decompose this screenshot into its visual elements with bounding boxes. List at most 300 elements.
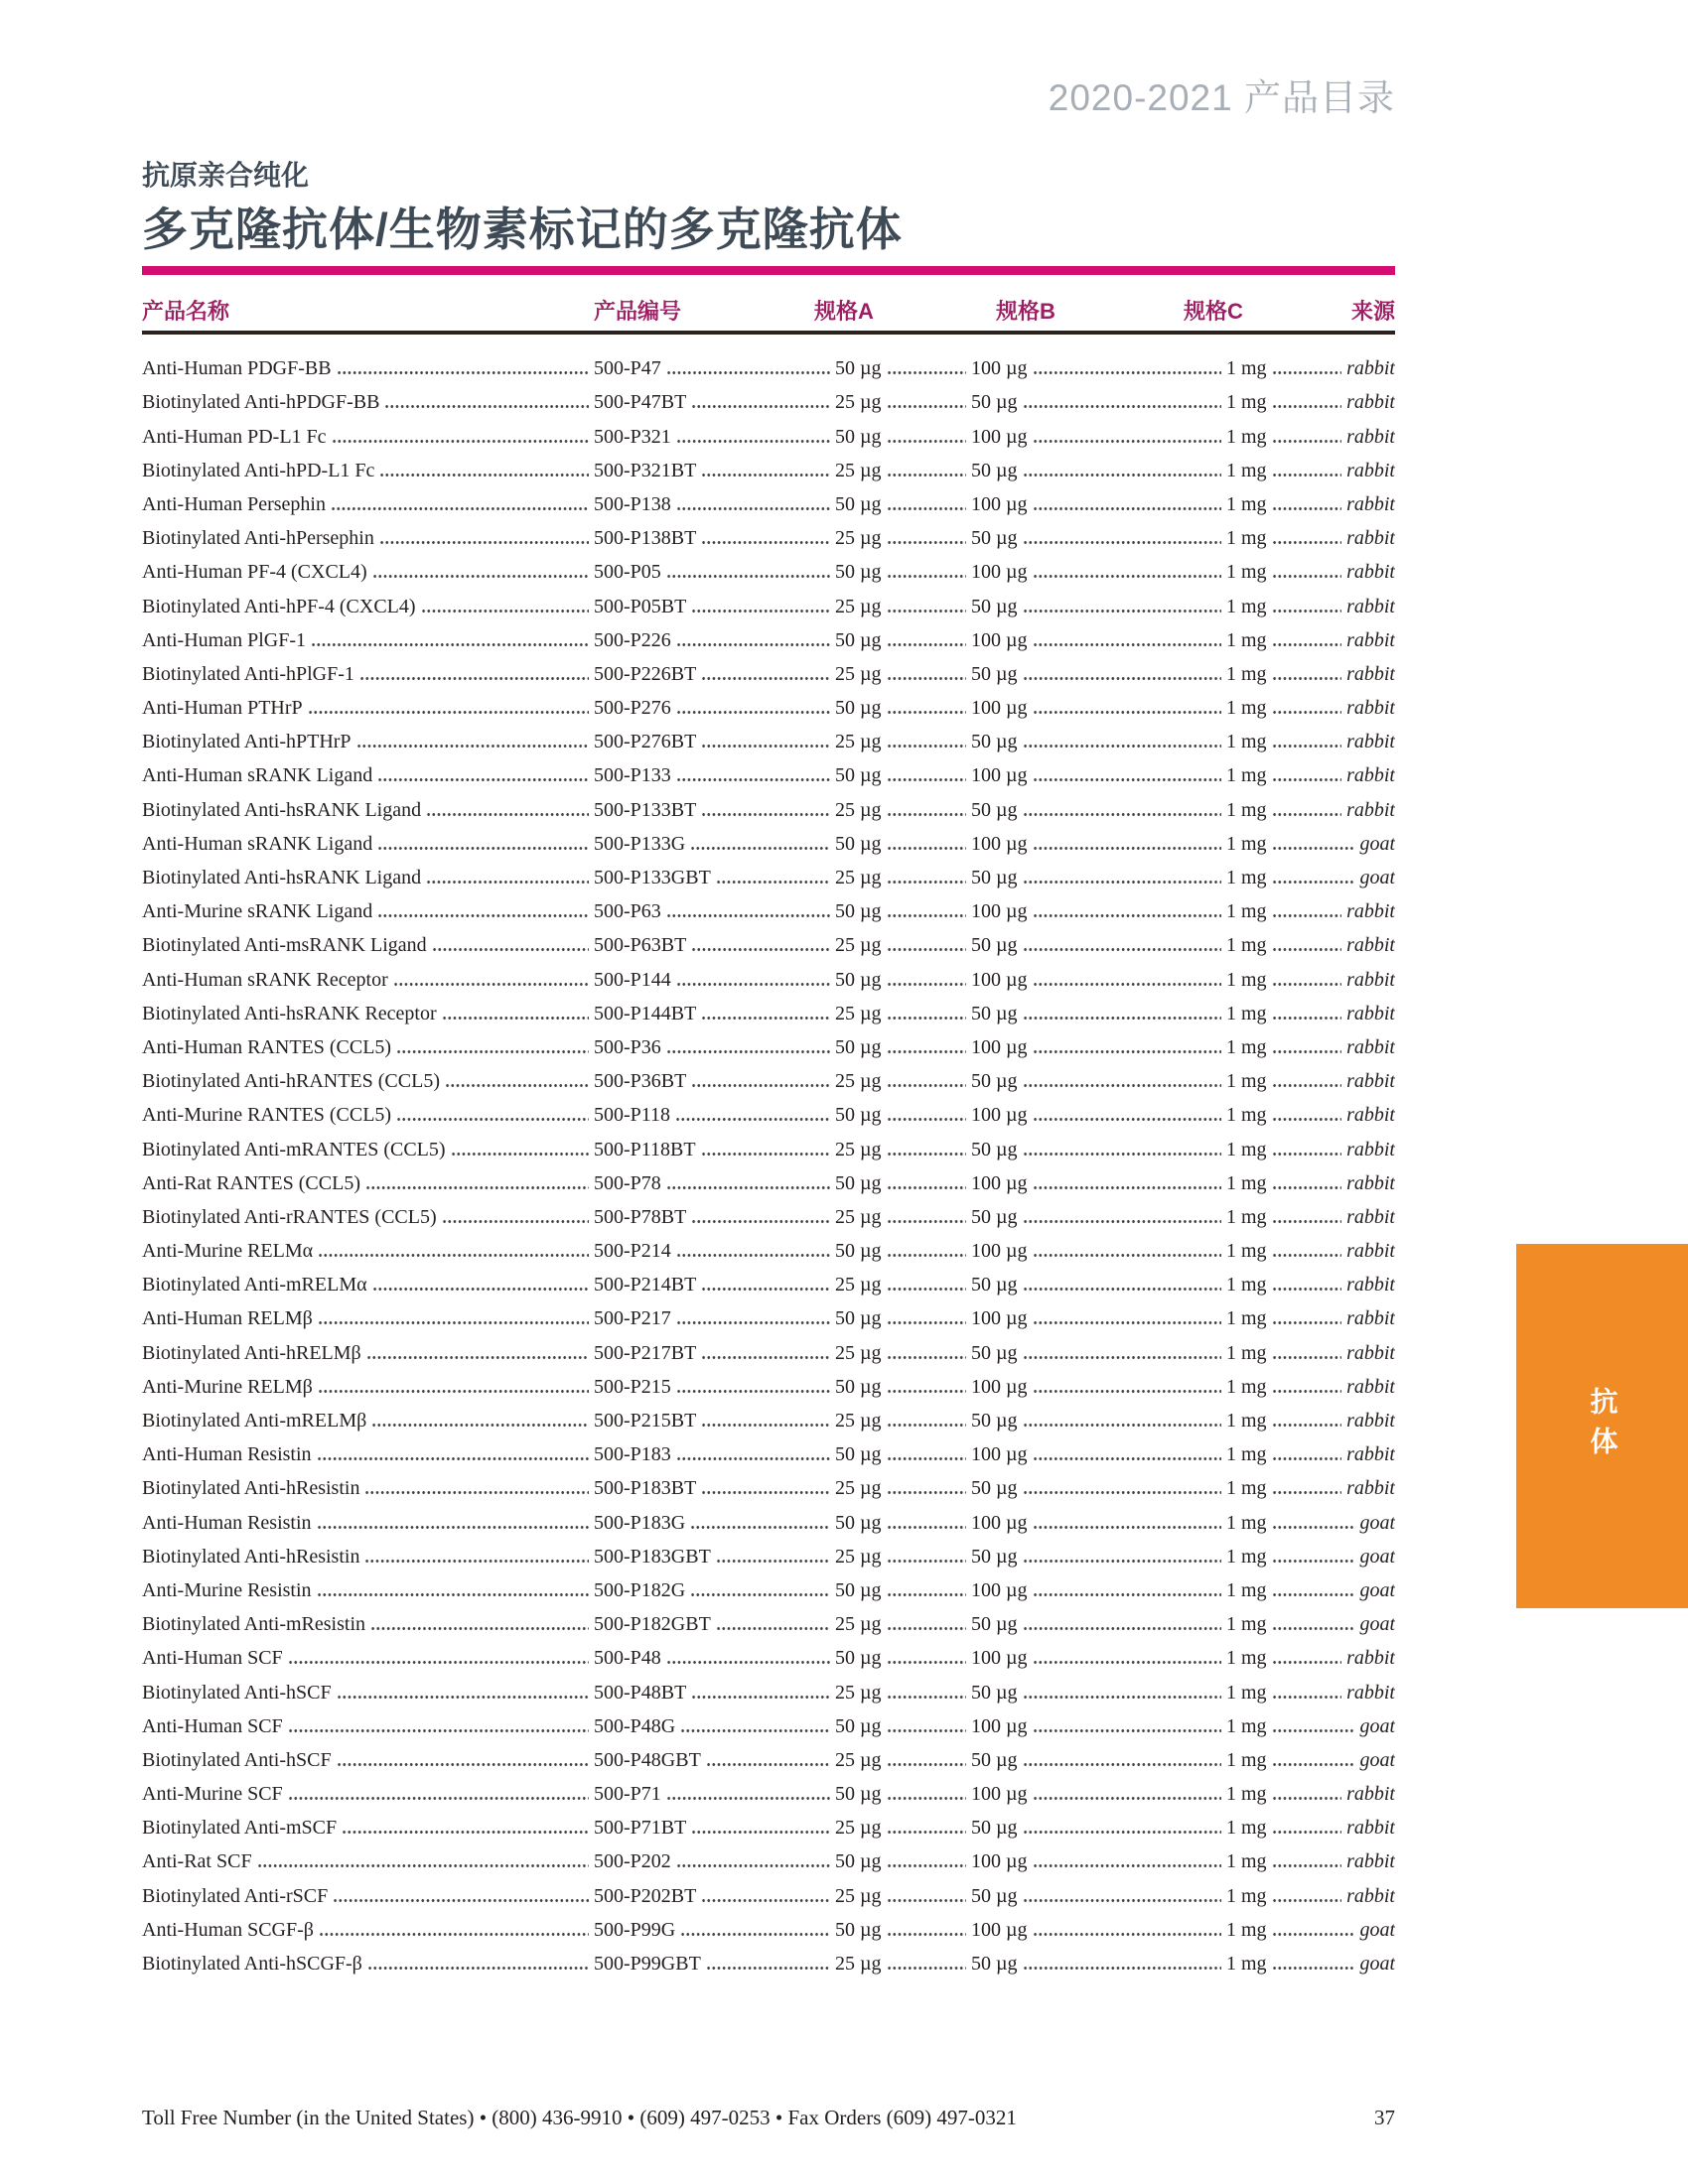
product-name-cell — [142, 1239, 594, 1263]
spec-b-value-cell — [971, 1782, 1226, 1806]
product-code: 500-P47BT — [594, 391, 687, 414]
table-row — [142, 1025, 1395, 1059]
product-name-cell — [142, 662, 594, 686]
product-code: 500-P215BT — [594, 1410, 697, 1432]
spec-a-value: 50 µg — [835, 832, 882, 855]
spec-a-value: 25 µg — [835, 527, 882, 550]
dot-leader — [666, 1661, 830, 1664]
dot-leader — [1023, 677, 1221, 680]
dot-leader — [384, 405, 589, 408]
source-value: rabbit — [1346, 662, 1395, 685]
dot-leader — [887, 610, 966, 613]
spec-a-value: 50 µg — [835, 1443, 882, 1466]
product-name: Biotinylated Anti-hPersephin — [142, 527, 374, 550]
source-value: rabbit — [1346, 1443, 1395, 1466]
product-name-cell — [142, 390, 594, 414]
dot-leader — [1023, 1627, 1221, 1630]
dot-leader — [676, 440, 830, 443]
product-code: 500-P78 — [594, 1171, 661, 1194]
spec-b-value: 50 µg — [971, 1613, 1018, 1636]
source-value: rabbit — [1346, 900, 1395, 923]
dot-leader — [887, 1356, 966, 1359]
product-name: Biotinylated Anti-hsRANK Receptor — [142, 1002, 437, 1024]
spec-c-value: 1 mg — [1226, 1783, 1267, 1806]
source-value: goat — [1359, 1578, 1395, 1601]
product-name-cell — [142, 832, 594, 856]
product-name-cell — [142, 1002, 594, 1025]
dot-leader — [1272, 881, 1355, 884]
spec-b-value-cell — [971, 560, 1226, 584]
spec-b-value-cell — [971, 832, 1226, 856]
dot-leader — [691, 1220, 830, 1223]
spec-b-value: 50 µg — [971, 1953, 1018, 1975]
dot-leader — [680, 1729, 830, 1732]
table-row — [142, 822, 1395, 856]
spec-a-value-cell — [835, 1782, 971, 1806]
spec-b-value-cell — [971, 1306, 1226, 1330]
spec-c-value-cell — [1226, 1476, 1395, 1500]
spec-b-value-cell — [971, 1646, 1226, 1670]
dot-leader — [1023, 1288, 1221, 1291]
spec-a-value: 25 µg — [835, 1138, 882, 1160]
dot-leader — [706, 1763, 830, 1766]
product-name: Biotinylated Anti-hResistin — [142, 1545, 360, 1568]
product-code: 500-P05BT — [594, 595, 687, 617]
spec-c-value-cell — [1226, 1748, 1395, 1772]
dot-leader — [701, 1153, 830, 1156]
product-code: 500-P48G — [594, 1714, 676, 1737]
dot-leader — [666, 1050, 830, 1053]
product-name: Biotinylated Anti-mResistin — [142, 1613, 365, 1636]
spec-a-value-cell — [835, 459, 971, 482]
product-code-cell — [594, 933, 835, 957]
table-column-headers — [0, 295, 1688, 325]
dot-leader — [379, 474, 589, 477]
spec-b-value-cell — [971, 1612, 1226, 1636]
spec-c-value-cell — [1226, 1681, 1395, 1705]
dot-leader — [1033, 1661, 1221, 1664]
dot-leader — [1023, 405, 1221, 408]
product-name-cell — [142, 1103, 594, 1127]
dot-leader — [445, 1084, 589, 1087]
spec-c-value-cell — [1226, 1375, 1395, 1399]
spec-c-value-cell — [1226, 1884, 1395, 1908]
spec-a-value: 25 µg — [835, 1410, 882, 1432]
spec-a-value-cell — [835, 832, 971, 856]
table-row — [142, 1738, 1395, 1772]
page-title: 多克隆抗体/生物素标记的多克隆抗体 — [142, 204, 903, 255]
product-code-cell — [594, 832, 835, 856]
dot-leader — [887, 1797, 966, 1800]
product-code-cell — [594, 492, 835, 516]
product-code: 500-P144BT — [594, 1002, 697, 1024]
table-row — [142, 482, 1395, 516]
product-code-cell — [594, 526, 835, 550]
dot-leader — [442, 1017, 589, 1020]
product-name: Biotinylated Anti-mRELMβ — [142, 1410, 367, 1432]
dot-leader — [887, 745, 966, 748]
product-name: Anti-Human PlGF-1 — [142, 628, 306, 651]
dot-leader — [1272, 1220, 1342, 1223]
spec-a-value: 50 µg — [835, 492, 882, 515]
spec-c-value: 1 mg — [1226, 1443, 1267, 1466]
product-code-cell — [594, 696, 835, 720]
product-name-cell — [142, 899, 594, 923]
spec-a-value-cell — [835, 696, 971, 720]
dot-leader — [379, 541, 589, 544]
dot-leader — [317, 1457, 589, 1460]
product-code: 500-P118BT — [594, 1138, 696, 1160]
spec-c-value-cell — [1226, 1306, 1395, 1330]
table-row — [142, 1636, 1395, 1670]
spec-c-value: 1 mg — [1226, 1410, 1267, 1432]
spec-a-value: 50 µg — [835, 900, 882, 923]
dot-leader — [1033, 575, 1221, 578]
spec-b-value-cell — [971, 933, 1226, 957]
dot-leader — [1272, 1390, 1342, 1393]
spec-b-value: 100 µg — [971, 1443, 1028, 1466]
spec-a-value-cell — [835, 1002, 971, 1025]
dot-leader — [887, 813, 966, 816]
spec-b-value: 50 µg — [971, 595, 1018, 617]
dot-leader — [887, 1254, 966, 1257]
dot-leader — [1033, 914, 1221, 917]
product-code-cell — [594, 1035, 835, 1059]
dot-leader — [371, 1424, 589, 1427]
page-number: 37 — [1374, 2106, 1395, 2129]
source-value: rabbit — [1346, 561, 1395, 584]
product-name-cell — [142, 730, 594, 753]
dot-leader — [318, 1321, 589, 1324]
product-code: 500-P276BT — [594, 731, 697, 753]
dot-leader — [887, 1831, 966, 1834]
dot-leader — [1033, 643, 1221, 646]
spec-c-value: 1 mg — [1226, 527, 1267, 550]
dot-leader — [288, 1729, 589, 1732]
source-value: rabbit — [1346, 764, 1395, 787]
dot-leader — [666, 914, 830, 917]
dot-leader — [887, 1967, 966, 1970]
product-code-cell — [594, 595, 835, 618]
dot-leader — [1272, 948, 1342, 951]
spec-c-value: 1 mg — [1226, 1953, 1267, 1975]
table-row — [142, 1840, 1395, 1873]
spec-a-value-cell — [835, 1239, 971, 1263]
page-footer — [142, 2106, 1395, 2130]
dot-leader — [359, 677, 589, 680]
spec-c-value-cell — [1226, 628, 1395, 652]
spec-b-value: 100 µg — [971, 1783, 1028, 1806]
source-value: rabbit — [1346, 798, 1395, 821]
product-code: 500-P138BT — [594, 527, 697, 550]
dot-leader — [1272, 1491, 1342, 1494]
source-value: rabbit — [1346, 425, 1395, 448]
product-code-cell — [594, 763, 835, 787]
dot-leader — [1033, 1118, 1221, 1121]
dot-leader — [691, 1084, 830, 1087]
product-name-cell — [142, 1545, 594, 1569]
spec-a-value: 50 µg — [835, 1240, 882, 1263]
table-row — [142, 1806, 1395, 1840]
spec-b-value: 50 µg — [971, 662, 1018, 685]
dot-leader — [370, 1627, 589, 1630]
spec-a-value-cell — [835, 866, 971, 889]
product-code-cell — [594, 1069, 835, 1093]
spec-a-value: 50 µg — [835, 1171, 882, 1194]
table-row — [142, 992, 1395, 1025]
spec-a-value: 25 µg — [835, 867, 882, 888]
dot-leader — [887, 948, 966, 951]
table-row — [142, 1195, 1395, 1229]
table-row — [142, 346, 1395, 380]
dot-leader — [1272, 371, 1342, 374]
source-value: rabbit — [1346, 1002, 1395, 1024]
source-value: rabbit — [1346, 1240, 1395, 1263]
dot-leader — [372, 575, 589, 578]
spec-c-value-cell — [1226, 595, 1395, 618]
spec-c-value: 1 mg — [1226, 1104, 1267, 1127]
spec-b-value-cell — [971, 1442, 1226, 1466]
product-name: Anti-Human PF-4 (CXCL4) — [142, 561, 367, 584]
product-name: Anti-Human sRANK Receptor — [142, 968, 388, 991]
spec-c-value: 1 mg — [1226, 1918, 1267, 1941]
spec-b-value: 50 µg — [971, 1884, 1018, 1907]
spec-c-value-cell — [1226, 390, 1395, 414]
spec-b-value: 100 µg — [971, 1375, 1028, 1398]
product-name-cell — [142, 1612, 594, 1636]
dot-leader — [1023, 1696, 1221, 1699]
dot-leader — [887, 575, 966, 578]
spec-c-value-cell — [1226, 1511, 1395, 1535]
source-value: goat — [1359, 1511, 1395, 1534]
spec-c-value-cell — [1226, 1849, 1395, 1873]
dot-leader — [887, 1321, 966, 1324]
table-row — [142, 449, 1395, 482]
product-name-cell — [142, 866, 594, 889]
product-name-cell — [142, 1782, 594, 1806]
spec-b-value: 50 µg — [971, 391, 1018, 414]
spec-c-value-cell — [1226, 459, 1395, 482]
product-name: Anti-Human sRANK Ligand — [142, 764, 373, 787]
product-name-cell — [142, 1306, 594, 1330]
spec-b-value: 100 µg — [971, 832, 1028, 855]
dot-leader — [1033, 1593, 1221, 1596]
product-name: Biotinylated Anti-rRANTES (CCL5) — [142, 1205, 437, 1228]
spec-b-value-cell — [971, 1714, 1226, 1738]
product-code: 500-P276 — [594, 697, 671, 720]
spec-c-value: 1 mg — [1226, 1375, 1267, 1398]
dot-leader — [1272, 1321, 1342, 1324]
source-value: rabbit — [1346, 357, 1395, 380]
dot-leader — [1272, 1118, 1342, 1121]
dot-leader — [676, 507, 830, 510]
dot-leader — [676, 1864, 830, 1867]
spec-b-value-cell — [971, 1103, 1226, 1127]
spec-b-value: 50 µg — [971, 1410, 1018, 1432]
product-name: Anti-Human SCGF-β — [142, 1918, 314, 1941]
product-name: Anti-Murine SCF — [142, 1783, 283, 1806]
dot-leader — [442, 1220, 589, 1223]
product-name-cell — [142, 1205, 594, 1229]
spec-c-value: 1 mg — [1226, 391, 1267, 414]
spec-b-value-cell — [971, 628, 1226, 652]
product-name-cell — [142, 1748, 594, 1772]
dot-leader — [680, 1933, 830, 1936]
spec-a-value: 25 µg — [835, 1545, 882, 1568]
dot-leader — [1272, 575, 1342, 578]
table-row — [142, 414, 1395, 448]
spec-a-value-cell — [835, 1884, 971, 1908]
product-name-cell — [142, 1035, 594, 1059]
dot-leader — [1272, 1424, 1342, 1427]
dot-leader — [1272, 1933, 1355, 1936]
spec-b-value: 100 µg — [971, 1647, 1028, 1670]
product-code: 500-P99GBT — [594, 1953, 701, 1975]
spec-b-value: 100 µg — [971, 1035, 1028, 1058]
product-code-cell — [594, 798, 835, 822]
product-code: 500-P36BT — [594, 1070, 687, 1093]
product-name: Biotinylated Anti-hPlGF-1 — [142, 662, 354, 685]
product-code-cell — [594, 1409, 835, 1433]
section-subtitle: 抗原亲合纯化 — [142, 160, 310, 191]
source-value: goat — [1359, 1748, 1395, 1771]
product-code-cell — [594, 390, 835, 414]
spec-b-value: 50 µg — [971, 1138, 1018, 1160]
product-name-cell — [142, 1375, 594, 1399]
product-name: Anti-Human PDGF-BB — [142, 357, 332, 380]
spec-a-value: 25 µg — [835, 1477, 882, 1500]
product-code: 500-P183BT — [594, 1477, 697, 1500]
spec-b-value: 50 µg — [971, 1274, 1018, 1297]
dot-leader — [706, 1967, 830, 1970]
spec-c-value: 1 mg — [1226, 425, 1267, 448]
dot-leader — [690, 1593, 830, 1596]
spec-c-value-cell — [1226, 1816, 1395, 1840]
product-name: Anti-Human Persephin — [142, 492, 326, 515]
dot-leader — [1272, 1050, 1342, 1053]
dot-leader — [1272, 1696, 1342, 1699]
product-name-cell — [142, 1918, 594, 1942]
source-value: rabbit — [1346, 1205, 1395, 1228]
dot-leader — [887, 1288, 966, 1291]
dot-leader — [716, 881, 830, 884]
spec-c-value: 1 mg — [1226, 1714, 1267, 1737]
product-code-cell — [594, 628, 835, 652]
table-row — [142, 1263, 1395, 1297]
spec-c-value: 1 mg — [1226, 492, 1267, 515]
dot-leader — [887, 1899, 966, 1902]
table-row — [142, 1705, 1395, 1738]
product-code-cell — [594, 425, 835, 449]
spec-c-value: 1 mg — [1226, 1274, 1267, 1297]
product-name: Biotinylated Anti-hsRANK Ligand — [142, 867, 422, 888]
table-row — [142, 889, 1395, 923]
dot-leader — [364, 1491, 589, 1494]
dot-leader — [887, 778, 966, 781]
spec-b-value: 50 µg — [971, 1070, 1018, 1093]
dot-leader — [887, 1220, 966, 1223]
spec-c-value: 1 mg — [1226, 628, 1267, 651]
spec-c-value-cell — [1226, 933, 1395, 957]
spec-a-value: 50 µg — [835, 697, 882, 720]
dot-leader — [690, 847, 830, 850]
spec-c-value-cell — [1226, 1002, 1395, 1025]
product-code: 500-P183 — [594, 1443, 671, 1466]
spec-a-value-cell — [835, 968, 971, 992]
product-name: Anti-Rat SCF — [142, 1850, 252, 1873]
spec-c-value-cell — [1226, 899, 1395, 923]
spec-b-value-cell — [971, 763, 1226, 787]
spec-b-value: 50 µg — [971, 798, 1018, 821]
spec-c-value-cell — [1226, 1545, 1395, 1569]
spec-b-value: 100 µg — [971, 1714, 1028, 1737]
product-name-cell — [142, 1409, 594, 1433]
dot-leader — [887, 1661, 966, 1664]
spec-a-value-cell — [835, 1409, 971, 1433]
spec-a-value-cell — [835, 628, 971, 652]
spec-a-value-cell — [835, 1612, 971, 1636]
dot-leader — [676, 778, 830, 781]
spec-b-value-cell — [971, 1545, 1226, 1569]
spec-b-value-cell — [971, 492, 1226, 516]
spec-c-value-cell — [1226, 662, 1395, 686]
table-row — [142, 550, 1395, 584]
product-code: 500-P118 — [594, 1104, 671, 1127]
spec-a-value: 25 µg — [835, 1953, 882, 1975]
product-code-cell — [594, 1239, 835, 1263]
spec-a-value-cell — [835, 1341, 971, 1365]
spec-a-value-cell — [835, 1816, 971, 1840]
table-row — [142, 652, 1395, 686]
product-code-cell — [594, 560, 835, 584]
product-name: Anti-Human Resistin — [142, 1443, 312, 1466]
spec-c-value-cell — [1226, 1205, 1395, 1229]
spec-c-value: 1 mg — [1226, 1850, 1267, 1873]
product-name: Anti-Murine RELMβ — [142, 1375, 313, 1398]
spec-a-value: 25 µg — [835, 1613, 882, 1636]
dot-leader — [1033, 1526, 1221, 1529]
dot-leader — [1033, 371, 1221, 374]
spec-c-value-cell — [1226, 866, 1395, 889]
dot-leader — [318, 1390, 589, 1393]
spec-b-value: 50 µg — [971, 1545, 1018, 1568]
spec-a-value-cell — [835, 730, 971, 753]
dot-leader — [1272, 813, 1342, 816]
source-value: rabbit — [1346, 1884, 1395, 1907]
dot-leader — [1272, 1661, 1342, 1664]
dot-leader — [691, 405, 830, 408]
table-row — [142, 753, 1395, 787]
source-value: rabbit — [1346, 1477, 1395, 1500]
dot-leader — [676, 711, 830, 714]
product-name: Biotinylated Anti-hSCF — [142, 1748, 332, 1771]
product-code: 500-P138 — [594, 492, 671, 515]
spec-c-value: 1 mg — [1226, 1477, 1267, 1500]
spec-c-value-cell — [1226, 832, 1395, 856]
dot-leader — [701, 541, 830, 544]
product-name-cell — [142, 696, 594, 720]
product-code: 500-P36 — [594, 1035, 661, 1058]
table-row — [142, 787, 1395, 821]
product-code: 500-P71BT — [594, 1817, 687, 1840]
spec-a-value-cell — [835, 933, 971, 957]
dot-leader — [1033, 1797, 1221, 1800]
dot-leader — [1023, 1560, 1221, 1563]
dot-leader — [887, 1593, 966, 1596]
dot-leader — [676, 1390, 830, 1393]
product-code: 500-P05 — [594, 561, 661, 584]
product-name: Anti-Human PTHrP — [142, 697, 303, 720]
